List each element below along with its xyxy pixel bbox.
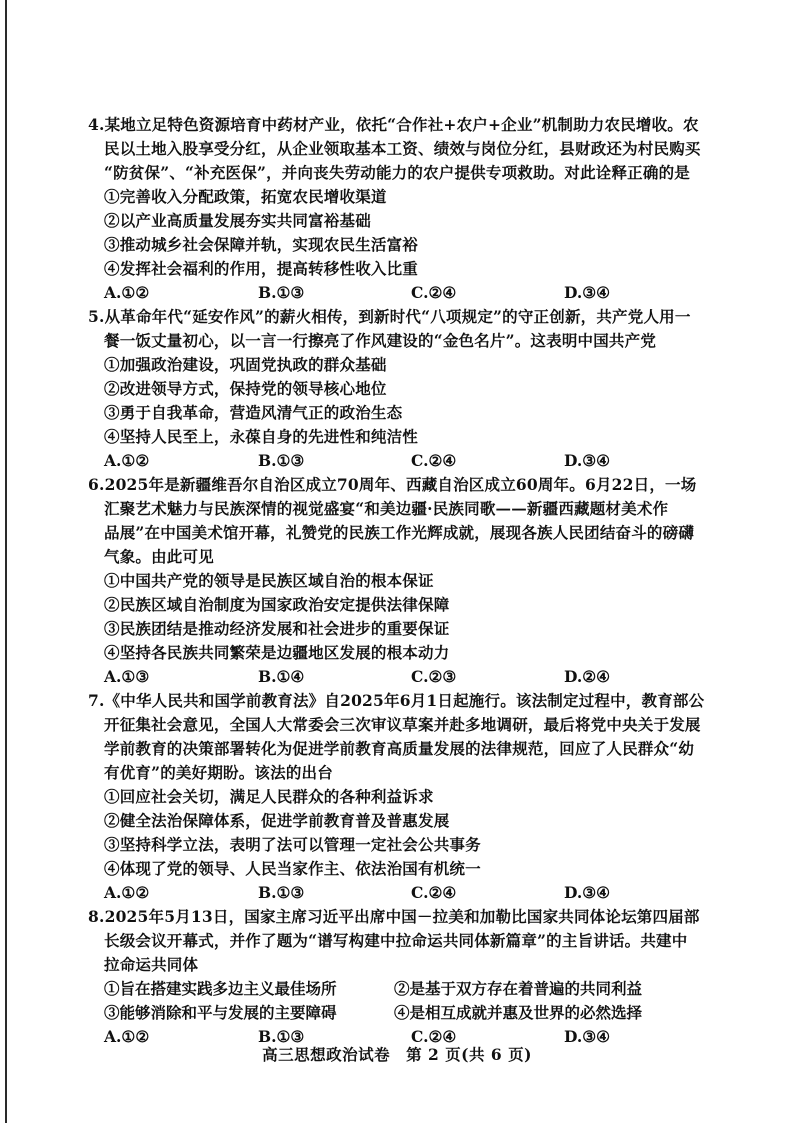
choice-d: D.③④ [564,451,611,470]
statement-option: ④坚持人民至上，永葆自身的先进性和纯洁性 [104,427,419,446]
question-stem-line: 餐一饭丈量初心，以一言一行擦亮了作风建设的“金色名片”。这表明中国共产党 [104,331,657,350]
statement-option: ①回应社会关切，满足人民群众的各种利益诉求 [104,787,434,806]
answer-choices [104,881,708,905]
question-5 [88,305,708,473]
choice-d: D.③④ [564,1027,611,1046]
statement-option: ④发挥社会福利的作用，提高转移性收入比重 [104,259,419,278]
question-stem-line: 5.从革命年代“延安作风”的薪火相传，到新时代“八项规定”的守正创新，共产党人用一 [88,307,691,326]
answer-choices [104,665,708,689]
choice-d: D.②④ [564,667,611,686]
choice-c: C.②④ [411,451,457,470]
statement-option: ②是基于双方存在着普遍的共同利益 [394,979,643,998]
question-6 [88,473,708,689]
statement-option: ②改进领导方式，保持党的领导核心地位 [104,379,387,398]
question-7 [88,689,708,905]
choice-b: B.①③ [258,1027,305,1046]
choice-a: A.①② [104,451,150,470]
question-stem-line: 品展”在中国美术馆开幕，礼赞党的民族工作光辉成就，展现各族人民团结奋斗的磅礴 [104,523,695,542]
statement-option: ③推动城乡社会保障并轨，实现农民生活富裕 [104,235,419,254]
statement-option: ②以产业高质量发展夯实共同富裕基础 [104,211,371,230]
choice-b: B.①④ [258,667,305,686]
choice-c: C.②④ [411,1027,457,1046]
exam-page [88,113,708,1049]
question-stem-line: 6.2025年是新疆维吾尔自治区成立70周年、西藏自治区成立60周年。6月22日，一场 [88,475,697,494]
choice-a: A.①② [104,283,150,302]
question-stem-line: 长级会议开幕式，并作了题为“谱写构建中拉命运共同体新篇章”的主旨讲话。共建中 [104,931,688,950]
choice-a: A.①③ [104,667,150,686]
statement-option-row [104,977,708,1001]
question-stem-line: 拉命运共同体 [104,955,199,974]
statement-option: ①完善收入分配政策，拓宽农民增收渠道 [104,187,387,206]
question-stem-line: 民以土地入股享受分红，从企业领取基本工资、绩效与岗位分红，县财政还为村民购买 [104,139,701,158]
statement-option: ②民族区域自治制度为国家政治安定提供法律保障 [104,595,450,614]
statement-option: ④坚持各民族共同繁荣是边疆地区发展的根本动力 [104,643,450,662]
statement-option: ①旨在搭建实践多边主义最佳场所 [104,979,337,998]
question-8 [88,905,708,1049]
choice-c: C.②③ [411,667,457,686]
choice-d: D.③④ [564,283,611,302]
choice-b: B.①③ [258,283,305,302]
statement-option: ③勇于自我革命，营造风清气正的政治生态 [104,403,403,422]
page-footer: 高三思想政治试卷 第 2 页(共 6 页) [262,1045,532,1064]
question-stem-line: 开征集社会意见，全国人大常委会三次审议草案并赴多地调研，最后将党中央关于发展 [104,715,701,734]
choice-b: B.①③ [258,883,305,902]
statement-option: ③坚持科学立法，表明了法可以管理一定社会公共事务 [104,835,481,854]
question-stem-line: 有优育”的美好期盼。该法的出台 [104,763,333,782]
question-stem-line: “防贫保”、“补充医保”，并向丧失劳动能力的农户提供专项救助。对此诠释正确的是 [104,163,690,182]
statement-option: ④是相互成就并惠及世界的必然选择 [394,1003,643,1022]
answer-choices [104,281,708,305]
statement-option: ②健全法治保障体系，促进学前教育普及普惠发展 [104,811,450,830]
question-stem-line: 7.《中华人民共和国学前教育法》自2025年6月1日起施行。该法制定过程中，教育部公 [88,691,705,710]
statement-option: ③民族团结是推动经济发展和社会进步的重要保证 [104,619,450,638]
question-stem-line: 气象。由此可见 [104,547,214,566]
choice-b: B.①③ [258,451,305,470]
question-stem-line: 汇聚艺术魅力与民族深情的视觉盛宴“和美边疆·民族同歌——新疆西藏题材美术作 [104,499,669,518]
question-4 [88,113,708,305]
statement-option: ③能够消除和平与发展的主要障碍 [104,1003,337,1022]
statement-option: ④体现了党的领导、人民当家作主、依法治国有机统一 [104,859,481,878]
choice-a: A.①② [104,1027,150,1046]
choice-c: C.②④ [411,283,457,302]
choice-d: D.③④ [564,883,611,902]
choice-c: C.②④ [411,883,457,902]
question-stem-line: 8.2025年5月13日，国家主席习近平出席中国－拉美和加勒比国家共同体论坛第四届部 [88,907,700,926]
statement-option-row [104,1001,708,1025]
choice-a: A.①② [104,883,150,902]
answer-choices [104,449,708,473]
statement-option: ①中国共产党的领导是民族区域自治的根本保证 [104,571,434,590]
question-stem-line: 4.某地立足特色资源培育中药材产业，依托“合作社+农户+企业”机制助力农民增收。农 [88,115,699,134]
page-edge-line [5,0,7,1123]
question-stem-line: 学前教育的决策部署转化为促进学前教育高质量发展的法律规范，回应了人民群众“幼 [104,739,695,758]
statement-option: ①加强政治建设，巩固党执政的群众基础 [104,355,387,374]
